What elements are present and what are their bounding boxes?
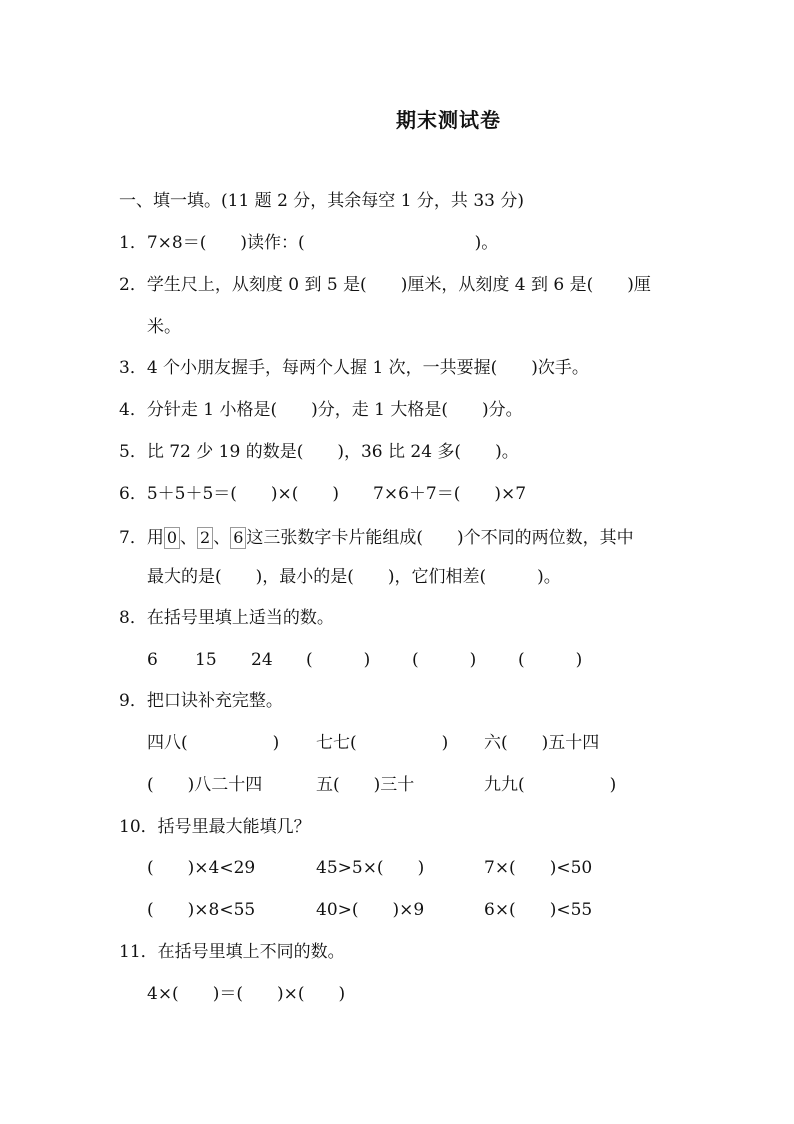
question-11: 11．在括号里填上不同的数。 [119, 942, 345, 962]
sequence-blank: ( ) [412, 650, 477, 670]
equation-item: 4×( )＝( )×( ) [147, 984, 346, 1004]
question-10: 10．括号里最大能填几？ [119, 817, 311, 837]
question-7-suffix: 这三张数字卡片能组成( )个不同的两位数，其中 [246, 528, 634, 548]
inequality-item: 7×( )<50 [484, 858, 593, 878]
rhyme-item: 九九( ) [484, 775, 617, 795]
inequality-item: 45>5×( ) [316, 858, 425, 878]
question-6: 6．5＋5＋5＝( )×( ) 7×6＋7＝( )×7 [119, 484, 527, 504]
question-7-prefix: 7．用 [119, 528, 164, 548]
sequence-item: 6 [147, 650, 158, 670]
rhyme-item: ( )八二十四 [147, 775, 263, 795]
rhyme-item: 六( )五十四 [484, 733, 600, 753]
sequence-blank: ( ) [306, 650, 371, 670]
sequence-item: 15 [195, 650, 217, 670]
separator: 、 [213, 528, 231, 548]
sequence-item: 24 [251, 650, 273, 670]
question-2-line-1: 2．学生尺上，从刻度 0 到 5 是( )厘米，从刻度 4 到 6 是( )厘 [119, 275, 651, 295]
rhyme-item: 五( )三十 [316, 775, 415, 795]
question-1: 1．7×8＝( )读作：( )。 [119, 233, 499, 253]
question-5: 5．比 72 少 19 的数是( )，36 比 24 多( )。 [119, 442, 519, 462]
sequence-blank: ( ) [518, 650, 583, 670]
rhyme-item: 四八( ) [147, 733, 280, 753]
question-7-line-2: 最大的是( )，最小的是( )，它们相差( )。 [147, 567, 561, 587]
inequality-item: ( )×8<55 [147, 900, 256, 920]
inequality-item: 40>( )×9 [316, 900, 425, 920]
question-4: 4．分针走 1 小格是( )分，走 1 大格是( )分。 [119, 400, 523, 420]
inequality-item: ( )×4<29 [147, 858, 256, 878]
separator: 、 [180, 528, 198, 548]
inequality-item: 6×( )<55 [484, 900, 593, 920]
digit-card-2: 2 [197, 527, 213, 549]
page-title: 期末测试卷 [396, 108, 501, 132]
section-heading: 一、填一填。(11 题 2 分，其余每空 1 分，共 33 分) [119, 191, 524, 211]
question-9: 9．把口诀补充完整。 [119, 691, 283, 711]
question-7-line-1 [119, 527, 634, 549]
digit-card-0: 0 [164, 527, 180, 549]
question-2-line-2: 米。 [147, 317, 181, 337]
rhyme-item: 七七( ) [316, 733, 449, 753]
digit-card-6: 6 [230, 527, 246, 549]
question-3: 3．4 个小朋友握手，每两个人握 1 次，一共要握( )次手。 [119, 358, 589, 378]
question-8: 8．在括号里填上适当的数。 [119, 608, 334, 628]
